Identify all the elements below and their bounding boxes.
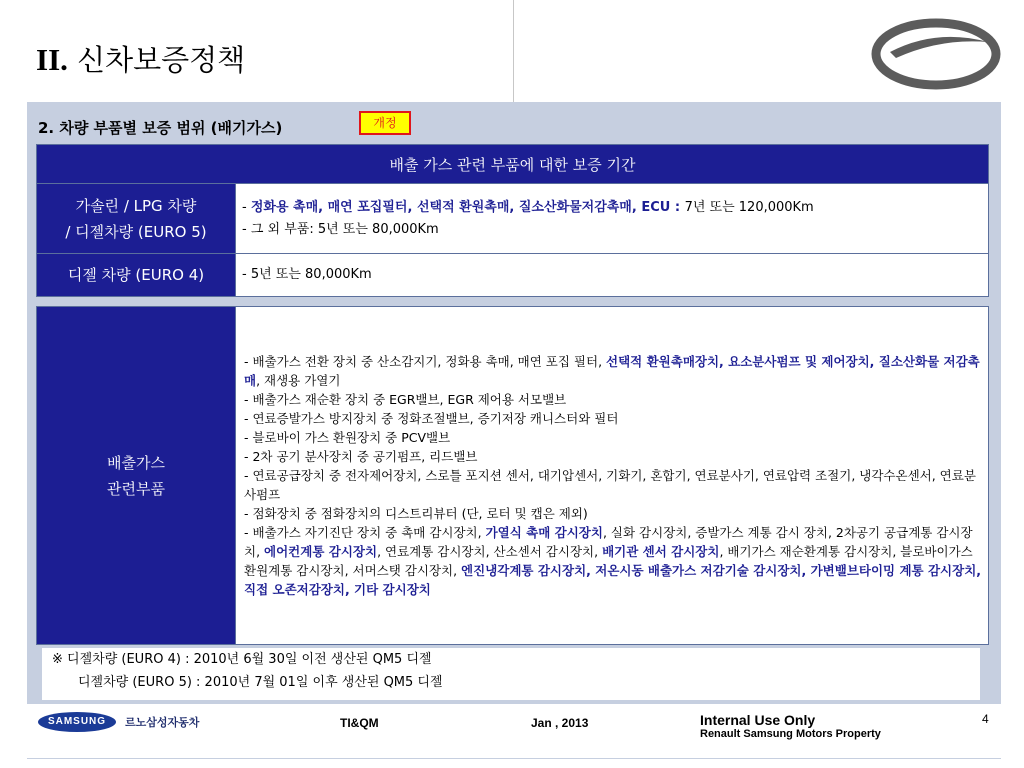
footer-divider bbox=[27, 758, 1001, 759]
row-value-diesel: - 5년 또는 80,000Km bbox=[236, 254, 989, 297]
table-header: 배출 가스 관련 부품에 대한 보증 기간 bbox=[37, 145, 989, 184]
item-text: - 배출가스 자기진단 장치 중 촉매 감시장치, bbox=[244, 525, 486, 540]
item-text: , 연료계통 감시장치, 산소센서 감시장치, bbox=[377, 544, 603, 559]
value-line2: - 그 외 부품: 5년 또는 80,000Km bbox=[242, 221, 439, 237]
value-period: 7년 또는 120,000Km bbox=[684, 199, 814, 215]
page-title bbox=[36, 38, 245, 79]
samsung-logo: SAMSUNG bbox=[38, 712, 116, 732]
parts-label-line1: 배출가스 bbox=[107, 453, 165, 472]
revision-badge: 개정 bbox=[359, 111, 411, 135]
title-roman: II. bbox=[36, 42, 68, 77]
list-item: - 배출가스 재순환 장치 중 EGR밸브, EGR 제어용 서모밸브 bbox=[244, 392, 567, 407]
footer-internal-use: Internal Use Only bbox=[700, 712, 816, 728]
title-box bbox=[0, 0, 514, 102]
list-item: - 연료공급장치 중 전자제어장치, 스로틀 포지션 센서, 대기압센서, 기화기, 혼합기, 연료분사기, 연료압력 조절기, 냉각수온센서, 연료분사펌프 bbox=[244, 468, 976, 502]
footer-department: TI&QM bbox=[340, 716, 379, 730]
item-text: , 실화 감시장치, 증발가스 계통 감시 장치, 2차공기 공급계통 감시장치, bbox=[244, 525, 973, 559]
item-text: , 배기가스 재순환계통 감시장치, 블로바이가스 환원계통 감시장치, 서머스탯 감시장치, bbox=[244, 544, 973, 578]
value-blue-parts: 정화용 촉매, 매연 포집필터, 선택적 환원촉매, 질소산화물저감촉매, ECU : bbox=[250, 199, 685, 215]
parts-label bbox=[37, 307, 236, 645]
page-number: 4 bbox=[982, 712, 989, 726]
diesel-note bbox=[42, 648, 980, 700]
item-highlight: 선택적 환원촉매장치, 요소분사펌프 및 제어장치, 질소산화물 저감촉매 bbox=[244, 354, 980, 388]
list-item: - 2차 공기 분사장치 중 공기펌프, 리드밸브 bbox=[244, 449, 478, 464]
row-label-diesel: 디젤 차량 (EURO 4) bbox=[37, 254, 236, 297]
note-line2: 디젤차량 (EURO 5) : 2010년 7월 01일 이후 생산된 QM5 디젤 bbox=[78, 675, 443, 690]
parts-list bbox=[236, 307, 989, 645]
footer-date: Jan , 2013 bbox=[531, 716, 589, 730]
list-item bbox=[244, 352, 982, 390]
note-line1: ※ 디젤차량 (EURO 4) : 2010년 6월 30일 이전 생산된 QM5 디젤 bbox=[52, 652, 432, 667]
value-prefix: - bbox=[242, 199, 251, 215]
section-title: 2. 차량 부품별 보증 범위 (배기가스) bbox=[38, 119, 283, 137]
item-highlight: 가열식 촉매 감시장치 bbox=[485, 525, 603, 540]
item-highlight: 배기관 센서 감시장치 bbox=[602, 544, 720, 559]
item-text: , 재생용 가열기 bbox=[256, 373, 341, 388]
value-line1 bbox=[242, 197, 982, 219]
emission-parts-table bbox=[36, 306, 989, 645]
list-item bbox=[244, 523, 982, 599]
renault-samsung-wordmark: 르노삼성자동차 bbox=[125, 716, 200, 729]
warranty-period-table bbox=[36, 144, 989, 297]
row-value-gasoline bbox=[236, 184, 989, 254]
item-text: - 배출가스 전환 장치 중 산소감지기, 정화용 촉매, 매연 포집 필터, bbox=[244, 354, 607, 369]
list-item: - 블로바이 가스 환원장치 중 PCV밸브 bbox=[244, 430, 451, 445]
renault-samsung-emblem-icon bbox=[870, 18, 1002, 90]
label-line1: 가솔린 / LPG 차량 bbox=[75, 196, 197, 215]
item-highlight: 엔진냉각계통 감시장치, 저온시동 배출가스 저감기술 감시장치, 가변밸브타이밍 계통 감시장치, 직접 오존저감장치, 기타 감시장치 bbox=[244, 563, 982, 597]
parts-label-line2: 관련부품 bbox=[107, 479, 165, 498]
list-item: - 연료증발가스 방지장치 중 정화조절밸브, 증기저장 캐니스터와 필터 bbox=[244, 411, 619, 426]
label-line2: / 디젤차량 (EURO 5) bbox=[65, 222, 207, 241]
title-text: 신차보증정책 bbox=[77, 43, 246, 77]
footer-property: Renault Samsung Motors Property bbox=[700, 728, 881, 740]
item-highlight: 에어컨계통 감시장치 bbox=[264, 544, 378, 559]
row-label-gasoline bbox=[37, 184, 236, 254]
list-item: - 점화장치 중 점화장치의 디스트리뷰터 (단, 로터 및 캡은 제외) bbox=[244, 506, 588, 521]
